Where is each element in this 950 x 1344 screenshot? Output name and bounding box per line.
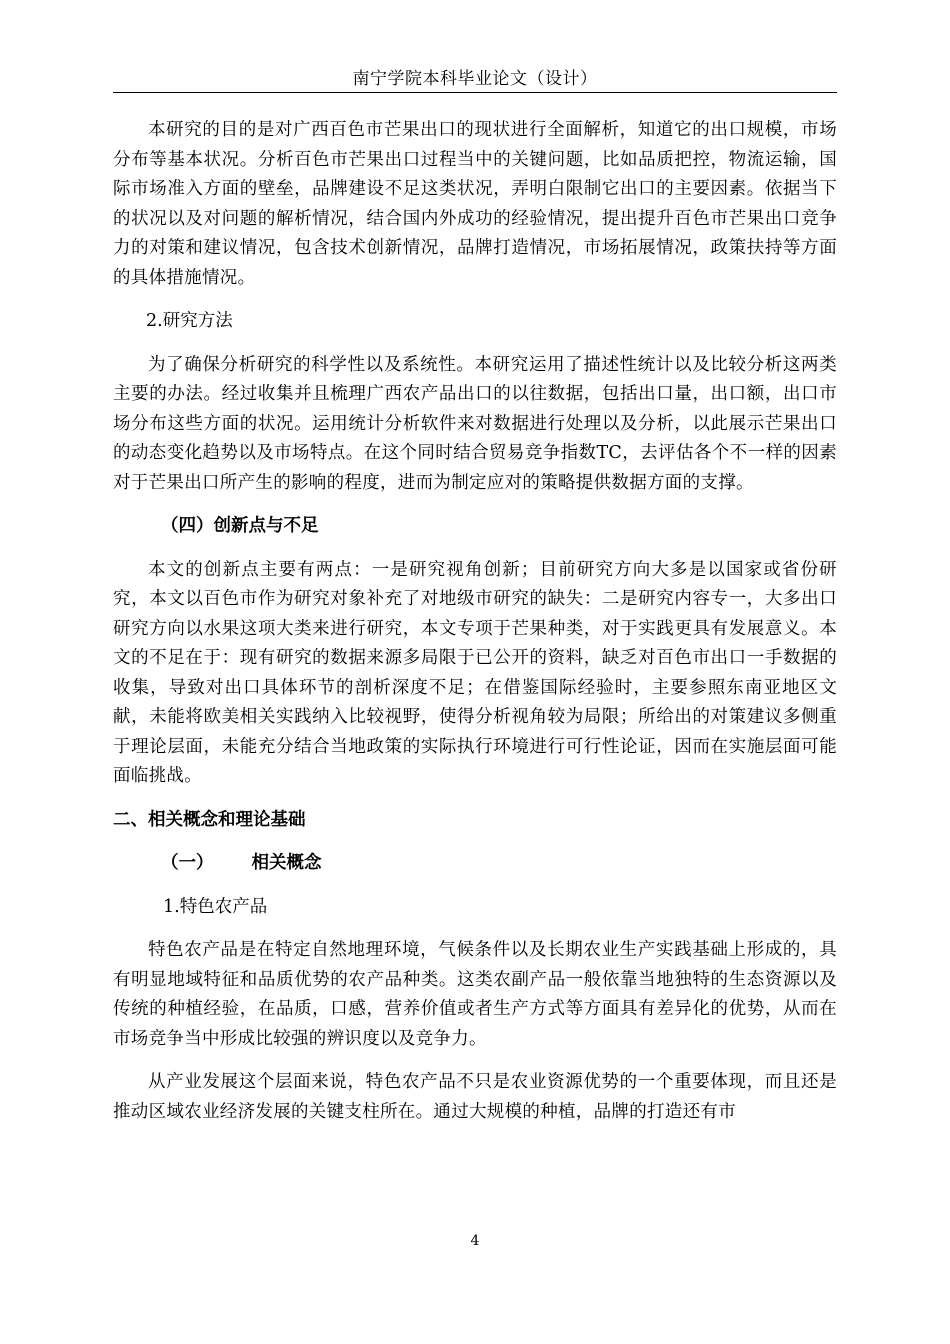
paragraph-research-purpose: 本研究的目的是对广西百色市芒果出口的现状进行全面解析，知道它的出口规模，市场分布等基本状况。分析百色市芒果出口过程当中的关键问题，比如品质把控，物流运输，国际市场准入方面的壁垒，品牌建设不足这类状况，弄明白限制它出口的主要因素。依据当下的状况以及对问题的解析情况，结合国内外成功的经验情况，提出提升百色市芒果出口竞争力的对策和建议情况，包含技术创新情况，品牌打造情况，市场拓展情况，政策扶持等方面的具体措施情况。 <box>113 120 837 288</box>
heading-related-concepts <box>113 849 837 879</box>
heading-related-concepts-number: （一） <box>161 853 214 873</box>
paragraph-industry-development: 从产业发展这个层面来说，特色农产品不只是农业资源优势的一个重要体现，而且还是推动区域农业经济发展的关键支柱所在。通过大规模的种植，品牌的打造还有市 <box>113 1072 837 1122</box>
running-header: 南宁学院本科毕业论文（设计） <box>352 69 598 89</box>
heading-related-concepts-label: 相关概念 <box>251 853 322 873</box>
heading-section-two: 二、相关概念和理论基础 <box>113 809 306 830</box>
header-divider <box>113 92 837 93</box>
heading-research-method: 2.研究方法 <box>146 311 233 331</box>
paragraph-special-definition: 特色农产品是在特定自然地理环境，气候条件以及长期农业生产实践基础上形成的，具有明显地域特征和品质优势的农产品种类。这类农副产品一般依靠当地独特的生态资源以及传统的种植经验，在品质，口感，营养价值或者生产方式等方面具有差异化的优势，从而在市场竞争当中形成比较强的辨识度以及竞争力。 <box>113 940 837 1049</box>
body-content <box>113 116 837 1141</box>
heading-innovation: （四）创新点与不足 <box>161 516 319 536</box>
heading-special-products: 1.特色农产品 <box>163 896 268 917</box>
paragraph-research-method: 为了确保分析研究的科学性以及系统性。本研究运用了描述性统计以及比较分析这两类主要的办法。经过收集并且梳理广西农产品出口的以往数据，包括出口量，出口额，出口市场分布这些方面的状况。运用统计分析软件来对数据进行处理以及分析，以此展示芒果出口的动态变化趋势以及市场特点。在这个同时结合贸易竞争指数TC，去评估各个不一样的因素对于芒果出口所产生的影响的程度，进而为制定应对的策略提供数据方面的支撑。 <box>113 354 837 493</box>
page-number: 4 <box>470 1233 480 1249</box>
paragraph-innovation: 本文的创新点主要有两点：一是研究视角创新；目前研究方向大多是以国家或省份研究，本文以百色市作为研究对象补充了对地级市研究的缺失：二是研究内容专一，大多出口研究方向以水果这项大类来进行研究，本文专项于芒果种类，对于实践更具有发展意义。本文的不足在于：现有研究的数据来源多局限于已公开的资料，缺乏对百色市出口一手数据的收集，导致对出口具体环节的剖析深度不足；在借鉴国际经验时，主要参照东南亚地区文献，未能将欧美相关实践纳入比较视野，使得分析视角较为局限；所给出的对策建议多侧重于理论层面，未能充分结合当地政策的实际执行环境进行可行性论证，因而在实施层面可能面临挑战。 <box>113 559 837 786</box>
